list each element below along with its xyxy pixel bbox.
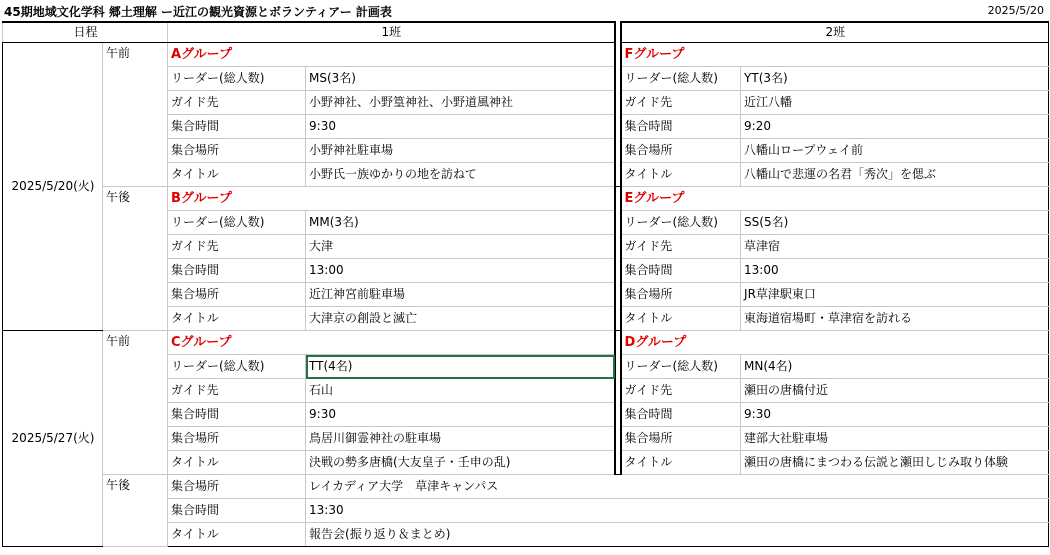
field-label-left[interactable]: 集合場所 [168, 283, 306, 307]
field-value-left[interactable]: MM(3名) [306, 211, 615, 235]
field-value-left[interactable]: 大津京の創設と滅亡 [306, 307, 615, 331]
field-value-right[interactable]: 東海道宿場町・草津宿を訪れる [741, 307, 1049, 331]
field-value-left[interactable]: 9:30 [306, 115, 615, 139]
field-label-left[interactable]: 集合時間 [168, 115, 306, 139]
field-value-left[interactable]: 石山 [306, 379, 615, 403]
schedule-table [2, 21, 1049, 547]
field-value-left[interactable]: MS(3名) [306, 67, 615, 91]
time-slot-cell[interactable]: 午後 [103, 475, 168, 547]
group-name-left[interactable]: Aグループ [168, 43, 615, 67]
group-name-right[interactable]: Dグループ [621, 331, 1049, 355]
field-label-right[interactable]: タイトル [621, 163, 741, 187]
field-value-right[interactable]: 近江八幡 [741, 91, 1049, 115]
header-team2[interactable]: 2班 [621, 22, 1049, 43]
field-label-right[interactable]: リーダー(総人数) [621, 67, 741, 91]
day-date-cell[interactable]: 2025/5/20(火) [3, 43, 103, 331]
field-label-right[interactable]: ガイド先 [621, 235, 741, 259]
field-value-right[interactable]: 八幡山ロープウェイ前 [741, 139, 1049, 163]
field-value-left[interactable]: 9:30 [306, 403, 615, 427]
field-label-left[interactable]: ガイド先 [168, 379, 306, 403]
field-value-left[interactable]: 大津 [306, 235, 615, 259]
field-value[interactable]: 報告会(振り返り＆まとめ) [306, 523, 1049, 547]
field-label[interactable]: 集合時間 [168, 499, 306, 523]
field-value-right[interactable]: MN(4名) [741, 355, 1049, 379]
time-slot-cell[interactable]: 午前 [103, 43, 168, 187]
field-label[interactable]: タイトル [168, 523, 306, 547]
field-label-left[interactable]: ガイド先 [168, 91, 306, 115]
sheet-title: 45期地域文化学科 郷土理解 ー近江の観光資源とボランティアー 計画表 [4, 5, 392, 19]
field-value-right[interactable]: 八幡山で悲運の名君「秀次」を偲ぶ [741, 163, 1049, 187]
day-date-cell[interactable]: 2025/5/27(火) [3, 331, 103, 547]
field-value-right[interactable]: 草津宿 [741, 235, 1049, 259]
group-name-right[interactable]: Eグループ [621, 187, 1049, 211]
field-value-right[interactable]: JR草津駅東口 [741, 283, 1049, 307]
field-value-right[interactable]: 瀬田の唐橋付近 [741, 379, 1049, 403]
field-label-right[interactable]: タイトル [621, 307, 741, 331]
field-value-left[interactable]: 13:00 [306, 259, 615, 283]
field-value[interactable]: レイカディア大学 草津キャンパス [306, 475, 1049, 499]
field-label[interactable]: 集合場所 [168, 475, 306, 499]
field-label-left[interactable]: タイトル [168, 163, 306, 187]
field-label-right[interactable]: ガイド先 [621, 379, 741, 403]
field-label-right[interactable]: ガイド先 [621, 91, 741, 115]
field-value-left[interactable]: 小野神社、小野篁神社、小野道風神社 [306, 91, 615, 115]
field-value-right[interactable]: 9:20 [741, 115, 1049, 139]
field-value-left[interactable]: 小野神社駐車場 [306, 139, 615, 163]
field-label-left[interactable]: リーダー(総人数) [168, 67, 306, 91]
group-header-row [3, 187, 1049, 211]
field-value-right[interactable]: SS(5名) [741, 211, 1049, 235]
field-value-right[interactable]: 9:30 [741, 403, 1049, 427]
field-label-left[interactable]: リーダー(総人数) [168, 355, 306, 379]
field-label-left[interactable]: ガイド先 [168, 235, 306, 259]
field-label-right[interactable]: リーダー(総人数) [621, 211, 741, 235]
field-label-right[interactable]: 集合時間 [621, 115, 741, 139]
field-value-left[interactable]: 決戦の勢多唐橋(大友皇子・壬申の乱) [306, 451, 615, 475]
field-label-right[interactable]: リーダー(総人数) [621, 355, 741, 379]
time-slot-cell[interactable]: 午後 [103, 187, 168, 331]
field-label-left[interactable]: 集合時間 [168, 403, 306, 427]
group-name-left[interactable]: Cグループ [168, 331, 615, 355]
field-label-left[interactable]: 集合場所 [168, 139, 306, 163]
field-label-left[interactable]: リーダー(総人数) [168, 211, 306, 235]
field-label-left[interactable]: 集合場所 [168, 427, 306, 451]
field-value-left[interactable]: 小野氏一族ゆかりの地を訪ねて [306, 163, 615, 187]
field-label-right[interactable]: 集合場所 [621, 283, 741, 307]
group-name-left[interactable]: Bグループ [168, 187, 615, 211]
group-header-row [3, 43, 1049, 67]
field-value-left[interactable]: 鳥居川御霊神社の駐車場 [306, 427, 615, 451]
field-label-right[interactable]: タイトル [621, 451, 741, 475]
field-label-right[interactable]: 集合場所 [621, 427, 741, 451]
field-label-right[interactable]: 集合場所 [621, 139, 741, 163]
header-team1[interactable]: 1班 [168, 22, 615, 43]
field-value-right[interactable]: 瀬田の唐橋にまつわる伝説と瀬田しじみ取り体験 [741, 451, 1049, 475]
header-row [3, 22, 1049, 43]
field-label-left[interactable]: 集合時間 [168, 259, 306, 283]
sheet-date: 2025/5/20 [987, 4, 1044, 17]
field-value-right[interactable]: 13:00 [741, 259, 1049, 283]
group-name-right[interactable]: Fグループ [621, 43, 1049, 67]
field-label-left[interactable]: タイトル [168, 307, 306, 331]
field-value-left[interactable]: TT(4名) [306, 355, 615, 379]
group-header-row [3, 331, 1049, 355]
field-label-left[interactable]: タイトル [168, 451, 306, 475]
field-value[interactable]: 13:30 [306, 499, 1049, 523]
field-value-right[interactable]: 建部大社駐車場 [741, 427, 1049, 451]
field-label-right[interactable]: 集合時間 [621, 259, 741, 283]
field-value-right[interactable]: YT(3名) [741, 67, 1049, 91]
afternoon-row [3, 475, 1049, 499]
field-label-right[interactable]: 集合時間 [621, 403, 741, 427]
time-slot-cell[interactable]: 午前 [103, 331, 168, 475]
header-schedule[interactable]: 日程 [3, 22, 168, 43]
field-value-left[interactable]: 近江神宮前駐車場 [306, 283, 615, 307]
